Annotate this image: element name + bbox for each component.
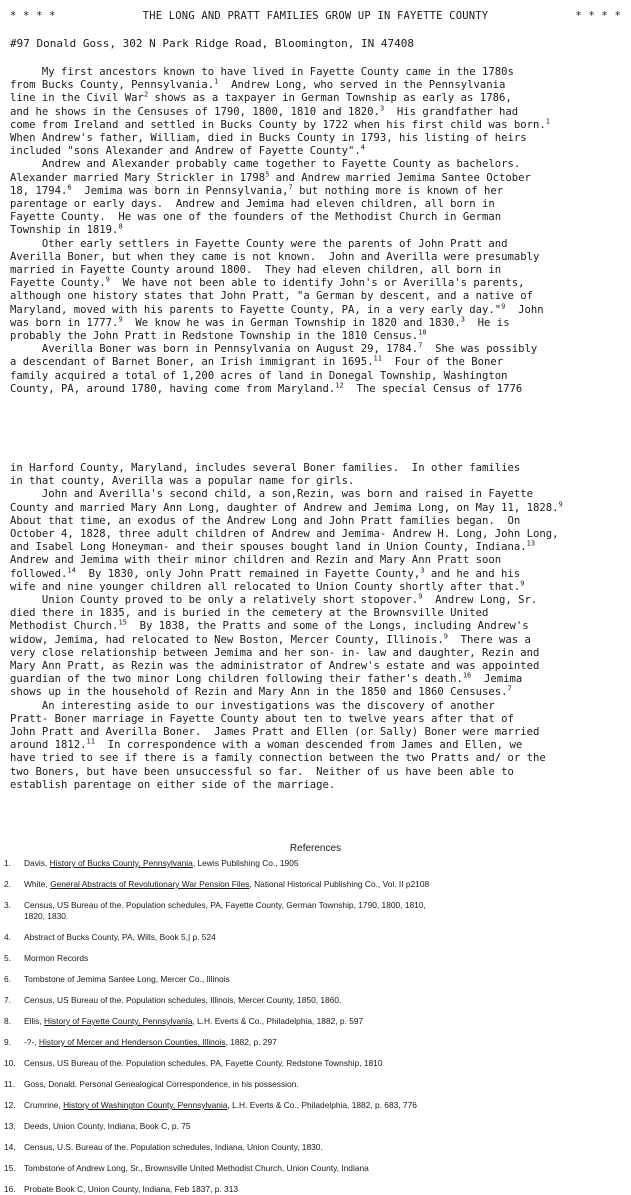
text-run: and he shows in the Censuses of 1790, 1800, 1810 and 1820. (10, 105, 380, 118)
text-line (10, 145, 625, 158)
text-run: a descendant of Barnet Boner, an Irish immigrant in 1695. (10, 356, 374, 369)
reference-text (24, 932, 626, 943)
reference-text (24, 1184, 626, 1195)
text-run: Union County proved to be only a relatively short stopover. (10, 594, 419, 607)
text-line (10, 106, 625, 119)
text-run: have tried to see if there is a family connection between the two Pratts and/ or the (10, 752, 546, 765)
reference-item (4, 1121, 626, 1132)
text-run: In correspondence with a woman descended from James and Ellen, we (94, 739, 523, 752)
text-run: come from Ireland and settled in Bucks County by 1722 when his first child was born. (10, 118, 546, 131)
text-line (10, 370, 625, 383)
footnote-marker: 7 (288, 183, 293, 192)
text-line (10, 739, 625, 752)
reference-title: History of Fayette County, Pennsylvania (44, 1016, 193, 1026)
body-text-bottom (10, 462, 625, 792)
text-run: Methodist Church. (10, 620, 119, 633)
text-run: About that time, an exodus of the Andrew Long and John Pratt families began. On (10, 514, 521, 527)
text-run: The special Census of 1776 (343, 382, 523, 395)
text-run: Fayette County. He was one of the founders of the Methodist Church in German (10, 211, 502, 224)
text-line (10, 290, 625, 303)
text-run: in that county, Averilla was a popular name for girls. (10, 475, 355, 488)
reference-spacer (4, 922, 626, 932)
reference-item (4, 953, 626, 964)
reference-spacer (4, 869, 626, 879)
text-line (10, 647, 625, 660)
reference-text (24, 1100, 626, 1111)
text-line (10, 238, 625, 251)
footnote-marker: 6 (67, 183, 72, 192)
text-line (10, 673, 625, 686)
reference-number: 1. (4, 858, 11, 868)
text-run: Fayette County. (10, 277, 106, 290)
footnote-marker: 9 (105, 275, 110, 284)
reference-title: General Abstracts of Revolutionary War Pension Files (50, 879, 250, 889)
reference-item (4, 1100, 626, 1111)
reference-spacer (4, 1132, 626, 1142)
text-line (10, 172, 625, 185)
reference-text-run: Probate Book C, Union County, Indiana, Feb 1837, p. 313 (24, 1184, 239, 1194)
reference-spacer (4, 943, 626, 953)
reference-text (24, 879, 626, 890)
reference-title: History of Washington County, Pennsylvania (63, 1100, 228, 1110)
text-line (10, 66, 625, 79)
text-run: and Andrew married Jemima Santee October (269, 171, 531, 184)
text-run: When Andrew's father, William, died in Bucks County in 1793, his listing of heirs (10, 132, 527, 145)
text-line (10, 581, 625, 594)
text-line (10, 554, 625, 567)
reference-number: 14. (4, 1142, 16, 1152)
text-line (10, 356, 625, 369)
text-line (10, 779, 625, 792)
text-line (10, 383, 625, 396)
reference-text (24, 858, 626, 869)
reference-text (24, 1079, 626, 1090)
text-line (10, 475, 625, 488)
text-run: wife and nine younger children all relocated to Union County shortly after that. (10, 580, 521, 593)
page-break-gap (0, 418, 631, 454)
text-line (10, 620, 625, 633)
text-line (10, 343, 625, 356)
reference-text-run: Mormon Records (24, 953, 89, 963)
reference-item (4, 1163, 626, 1174)
text-line (10, 79, 625, 92)
reference-text (24, 1121, 626, 1132)
footnote-marker: 9 (443, 632, 448, 641)
text-line (10, 224, 625, 237)
text-run: County, PA, around 1780, having come from Maryland. (10, 382, 336, 395)
footnote-marker: 11 (373, 354, 382, 363)
text-run: John (505, 303, 544, 316)
text-line (10, 198, 625, 211)
reference-text-run: Abstract of Bucks County, PA, Wills, Book 5,| p. 524 (24, 932, 216, 942)
text-line (10, 686, 625, 699)
footnote-marker: 16 (462, 671, 472, 680)
text-run: She was possibly (422, 343, 538, 356)
text-line (10, 211, 625, 224)
reference-item (4, 1037, 626, 1048)
references-heading: References (289, 843, 342, 854)
text-run: By 1838, the Pratts and some of the Longs, including Andrew's (126, 620, 529, 633)
text-line (10, 752, 625, 765)
text-line (10, 185, 625, 198)
text-run: in Harford County, Maryland, includes several Boner families. In other families (10, 462, 521, 474)
reference-spacer (4, 1027, 626, 1037)
reference-text-run: , 1882, p. 297 (225, 1037, 277, 1047)
text-line (10, 713, 625, 726)
text-run: Andrew Long, Sr. (422, 594, 538, 607)
reference-number: 10. (4, 1058, 16, 1068)
reference-number: 8. (4, 1016, 11, 1026)
text-run: shows up in the household of Rezin and Mary Ann in the 1850 and 1860 Censuses. (10, 686, 508, 699)
reference-item (4, 1142, 626, 1153)
reference-text (24, 1163, 626, 1174)
reference-spacer (4, 890, 626, 900)
text-run: line in the Civil War (10, 92, 144, 105)
footnote-marker: 9 (418, 592, 423, 601)
text-run: was born in 1777. (10, 316, 119, 329)
reference-text-run: , L.H. Everts & Co., Philadelphia, 1882, p. 683, 776 (227, 1100, 417, 1110)
reference-spacer (4, 1111, 626, 1121)
footnote-marker: 2 (143, 90, 149, 99)
footnote-marker: 4 (360, 143, 366, 152)
text-line (10, 251, 625, 264)
text-line (10, 515, 625, 528)
text-line (10, 317, 625, 330)
references-list (4, 858, 626, 1195)
text-run: Jemima (471, 673, 523, 686)
reference-text-run: Crumrine, (24, 1100, 64, 1110)
reference-item (4, 1058, 626, 1069)
footnote-marker: 10 (418, 328, 427, 337)
text-run: We have not been able to identify John's or Averilla's parents, (109, 277, 525, 290)
reference-item (4, 995, 626, 1006)
page-title: THE LONG AND PRATT FAMILIES GROW UP IN FAYETTE COUNTY (142, 10, 489, 22)
reference-text-run: , National Historical Publishing Co., Vol. II p2108 (249, 879, 430, 889)
author-line: #97 Donald Goss, 302 N Park Ridge Road, Bloomington, IN 47408 (10, 37, 414, 50)
reference-number: 5. (4, 953, 11, 963)
footnote-marker: 7 (507, 684, 512, 693)
footnote-marker: 9 (520, 579, 525, 588)
reference-item (4, 879, 626, 890)
reference-text-run: -?-, (24, 1037, 39, 1047)
text-line (10, 502, 625, 515)
text-run: widow, Jemima, had relocated to New Boston, Mercer County, Illinois. (10, 633, 444, 646)
text-run: from Bucks County, Pennsylvania. (10, 79, 215, 92)
text-run: shows as a taxpayer in German Township as early as 1786, (148, 92, 512, 105)
body-text-top (10, 66, 625, 396)
text-run: establish parentage on either side of the marriage. (10, 778, 336, 791)
text-line (10, 462, 625, 475)
reference-text-run: Goss, Donald. Personal Genealogical Correspondence, in his possession. (24, 1079, 299, 1089)
text-line (10, 607, 625, 620)
text-run: Andrew and Jemima with their minor children and Rezin and Mary Ann Pratt soon (10, 554, 502, 567)
text-line (10, 158, 625, 171)
footnote-marker: 9 (501, 302, 506, 311)
text-run: parentage or early days. Andrew and Jemima had eleven children, all born in (10, 198, 495, 211)
text-run: My first ancestors known to have lived in Fayette County came in the 1780s (10, 66, 514, 78)
reference-text (24, 1016, 626, 1027)
footnote-marker: 5 (265, 170, 270, 179)
text-line (10, 634, 625, 647)
text-line (10, 660, 625, 673)
reference-text-run: Davis, (24, 858, 50, 868)
footnote-marker: 8 (118, 222, 123, 231)
text-run: Four of the Boner (381, 356, 504, 369)
reference-text-run: Census, US Bureau of the. Population schedules, Illinois, Mercer County, 1850, 1860. (24, 995, 342, 1005)
reference-spacer (4, 1174, 626, 1184)
reference-text-run: Ellis, (24, 1016, 45, 1026)
text-run: Andrew Long, who served in the Pennsylvania (218, 79, 506, 92)
reference-item (4, 1016, 626, 1027)
reference-item (4, 1184, 626, 1195)
reference-spacer (4, 964, 626, 974)
text-line (10, 541, 625, 554)
reference-text-run: Deeds, Union County, Indiana, Book C, p. 75 (24, 1121, 191, 1131)
reference-spacer (4, 1153, 626, 1163)
reference-number: 7. (4, 995, 11, 1005)
reference-item (4, 932, 626, 943)
text-line (10, 488, 625, 501)
reference-spacer (4, 1069, 626, 1079)
text-line (10, 568, 625, 581)
reference-item (4, 1079, 626, 1090)
text-line (10, 330, 625, 343)
text-run: Averilla Boner was born in Pennsylvania on August 29, 1784. (10, 343, 419, 356)
text-run: We know he was in German Township in 1820 and 1830. (122, 316, 461, 329)
text-run: guardian of the two minor Long children following their father's death. (10, 673, 463, 686)
text-run: died there in 1835, and is buried in the cemetery at the Brownsville United (10, 607, 489, 620)
text-run: John and Averilla's second child, a son,Rezin, was born and raised in Fayette (10, 488, 533, 501)
reference-text-run: Tombstone of Jemima Santee Long, Mercer Co., Illinois (24, 974, 230, 984)
reference-text (24, 900, 626, 922)
text-run: married in Fayette County around 1800. They had eleven children, all born in (10, 264, 502, 277)
text-run: His grandfather had (384, 105, 519, 118)
text-run: but nothing more is known of her (292, 184, 504, 197)
footnote-marker: 3 (460, 315, 465, 324)
reference-number: 16. (4, 1184, 16, 1194)
text-run: Maryland, moved with his parents to Fayette County, PA, in a very early day." (10, 303, 502, 316)
text-run: He is (464, 316, 510, 329)
text-line (10, 700, 625, 713)
text-line (10, 132, 625, 145)
reference-text (24, 1142, 626, 1153)
reference-text-run: Tombstone of Andrew Long, Sr., Brownsville United Methodist Church, Union County, Indiana (24, 1163, 369, 1173)
text-line (10, 766, 625, 779)
text-run: Alexander married Mary Strickler in 1798 (10, 171, 266, 184)
text-line (10, 264, 625, 277)
text-run: Pratt- Boner marriage in Fayette County about ten to twelve years after that of (10, 712, 514, 725)
text-run: An interesting aside to our investigations was the discovery of another (10, 699, 495, 712)
text-run: By 1830, only John Pratt remained in Fayette County, (75, 567, 421, 580)
footnote-marker: 13 (526, 539, 536, 548)
text-line (10, 304, 625, 317)
text-run: Averilla Boner, but when they came is not known. John and Averilla were presumably (10, 250, 540, 263)
reference-text-run: White, (24, 879, 51, 889)
text-run: very close relationship between Jemima and her son- in- law and daughter, Rezin and (10, 646, 540, 659)
reference-item (4, 858, 626, 869)
text-run: John Pratt and Averilla Boner. James Pratt and Ellen (or Sally) Boner were married (10, 726, 540, 739)
footnote-marker: 11 (86, 737, 95, 746)
text-line (10, 119, 625, 132)
footnote-marker: 14 (67, 566, 76, 575)
reference-number: 6. (4, 974, 11, 984)
reference-text (24, 1037, 626, 1048)
footnote-marker: 7 (418, 341, 423, 350)
footnote-marker: 1 (214, 77, 219, 86)
reference-text (24, 953, 626, 964)
text-line (10, 726, 625, 739)
text-run: although one history states that John Pratt, "a German by descent, and a native of (10, 290, 533, 303)
footnote-marker: 3 (420, 566, 425, 575)
text-run: and Isabel Long Honeyman- and their spouses bought land in Union County, Indiana. (10, 541, 527, 554)
reference-text-run: Census, US Bureau of the. Population schedules, PA, Fayette County, Redstone Township, 1810 (24, 1058, 383, 1068)
text-run: Mary Ann Pratt, as Rezin was the administrator of Andrew's estate and was appointed (10, 660, 540, 673)
text-run: Andrew and Alexander probably came together to Fayette County as bachelors. (10, 158, 521, 171)
reference-text (24, 995, 626, 1006)
text-run: probably the John Pratt in Redstone Township in the 1810 Census. (10, 330, 419, 343)
reference-title: History of Bucks County, Pennsylvania (49, 858, 193, 868)
text-run: Township in 1819. (10, 224, 119, 237)
reference-text (24, 974, 626, 985)
reference-number: 12. (4, 1100, 16, 1110)
reference-text (24, 1058, 626, 1069)
text-line (10, 594, 625, 607)
text-line (10, 277, 625, 290)
header-stars-left: * * * * (10, 10, 56, 22)
text-run: followed. (10, 567, 68, 580)
text-line (10, 92, 625, 105)
reference-text-run: , Lewis Publishing Co., 1905 (192, 858, 299, 868)
reference-item (4, 974, 626, 985)
reference-number: 2. (4, 879, 11, 889)
page-header (10, 10, 621, 22)
reference-spacer (4, 1090, 626, 1100)
text-run: around 1812. (10, 739, 87, 752)
footnote-marker: 9 (558, 500, 563, 509)
reference-spacer (4, 1048, 626, 1058)
text-run: October 4, 1828, three adult children of Andrew and Jemima- Andrew H. Long, John Long, (10, 528, 559, 541)
reference-title: History of Mercer and Henderson Counties, Illinois (38, 1037, 226, 1047)
reference-number: 15. (4, 1163, 16, 1173)
reference-number: 9. (4, 1037, 11, 1047)
text-run: County and married Mary Ann Long, daughter of Andrew and Jemima Long, on May 11, 1828. (10, 501, 559, 514)
header-stars-right: * * * * (575, 10, 621, 22)
footnote-marker: 12 (335, 381, 344, 390)
text-run: 18, 1794. (10, 184, 68, 197)
reference-spacer (4, 1006, 626, 1016)
footnote-marker: 1 (545, 117, 550, 126)
reference-number: 4. (4, 932, 11, 942)
reference-item (4, 900, 626, 922)
reference-text-run: Census, U.S. Bureau of the. Population schedules, Indiana, Union County, 1830. (24, 1142, 323, 1152)
text-run: included "sons Alexander and Andrew of Fayette County". (10, 145, 361, 158)
reference-text-run: , L.H. Everts & Co., Philadelphia, 1882, p. 597 (192, 1016, 364, 1026)
footnote-marker: 15 (118, 618, 127, 627)
text-run: family acquired a total of 1,200 acres of land in Donegal Township, Washington (10, 369, 508, 382)
reference-number: 11. (4, 1079, 16, 1089)
reference-number: 3. (4, 900, 11, 910)
footnote-marker: 3 (379, 104, 385, 113)
text-run: Other early settlers in Fayette County were the parents of John Pratt and (10, 237, 508, 250)
text-run: There was a (447, 633, 531, 646)
reference-spacer (4, 985, 626, 995)
text-run: two Boners, but have been unsuccessful so far. Neither of us have been able to (10, 765, 514, 778)
footnote-marker: 9 (118, 315, 123, 324)
reference-text-run: Census, US Bureau of the. Population schedules, PA, Fayette County, German Township, 1790, 1800, 1810, 1820, 1830. (24, 900, 426, 921)
text-run: and he and his (424, 567, 521, 580)
text-run: Jemima was born in Pennsylvania, (71, 184, 289, 197)
reference-number: 13. (4, 1121, 16, 1131)
